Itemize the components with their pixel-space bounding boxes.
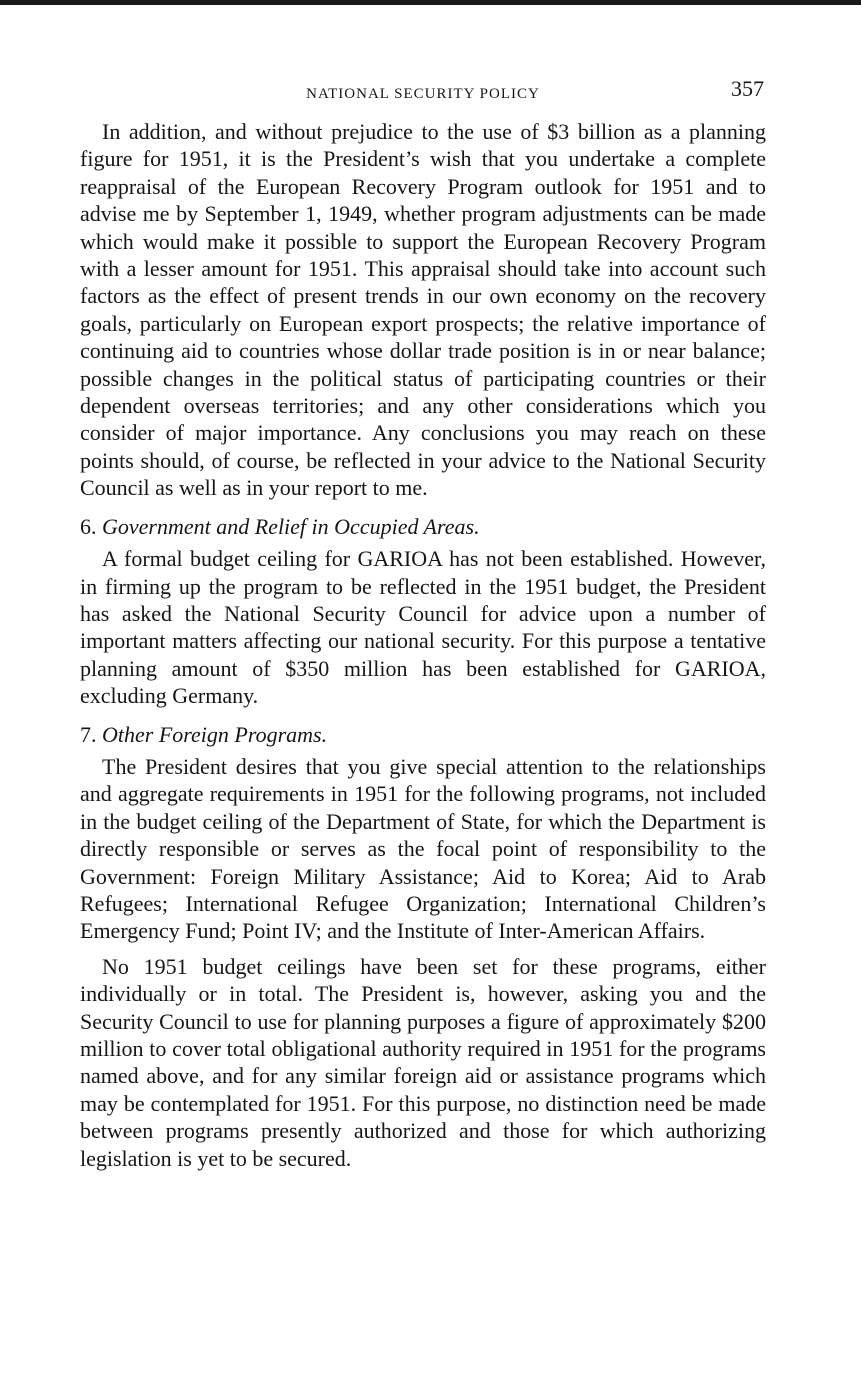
section-heading-7 <box>80 721 766 748</box>
section-number: 6. <box>80 513 97 539</box>
page-number: 357 <box>731 76 764 101</box>
section-title: Other Foreign Programs. <box>102 721 328 747</box>
top-border-rule <box>0 0 861 5</box>
page-body <box>80 118 766 1172</box>
paragraph-budget-ceilings: No 1951 budget ceilings have been set for these programs, either individually or in total. The President is, however, asking you and the Security Council to use for planning purposes a figure of approximately $200 million to cover total obligational authority required in 1951 for the programs named above, and for any similar foreign aid or assistance programs which may be contemplated for 1951. For this purpose, no distinction need be made between programs presently authorized and those for which authorizing legislation is yet to be secured. <box>80 953 766 1171</box>
section-number: 7. <box>80 721 97 747</box>
running-title: NATIONAL SECURITY POLICY <box>306 86 540 102</box>
paragraph-foreign-programs: The President desires that you give special attention to the relationships and aggregate requirements in 1951 for the following programs, not included in the budget ceiling of the Department of State, for which the Department is directly responsible or serves as the focal point of responsibility to the Government: Foreign Military Assistance; Aid to Korea; Aid to Arab Refugees; International Refugee Organization; International Children’s Emergency Fund; Point IV; and the Institute of Inter-American Affairs. <box>80 753 766 944</box>
paragraph-gariao: A formal budget ceiling for GARIOA has not been established. However, in firming up the program to be reflected in the 1951 budget, the President has asked the National Security Council for advice upon a number of important matters affecting our national security. For this purpose a tentative planning amount of $350 million has been established for GARIOA, excluding Germany. <box>80 546 766 709</box>
section-title: Government and Relief in Occupied Areas. <box>102 513 480 539</box>
running-head <box>80 76 766 112</box>
paragraph-erp-reappraisal: In addition, and without prejudice to the use of $3 billion as a planning figure for 1951, it is the President’s wish that you undertake a complete reappraisal of the European Recovery Program outlook for 1951 and to advise me by September 1, 1949, whether program adjustments can be made which would make it possible to support the European Recovery Program with a lesser amount for 1951. This appraisal should take into account such factors as the effect of present trends in our own economy on the recovery goals, particularly on European export prospects; the relative importance of continuing aid to countries whose dollar trade position is in or near balance; possible changes in the political status of participating countries or their dependent overseas territories; and any other considerations which you consider of major importance. Any conclusions you may reach on these points should, of course, be reflected in your advice to the National Security Council as well as in your report to me. <box>80 119 766 501</box>
section-heading-6 <box>80 513 766 540</box>
